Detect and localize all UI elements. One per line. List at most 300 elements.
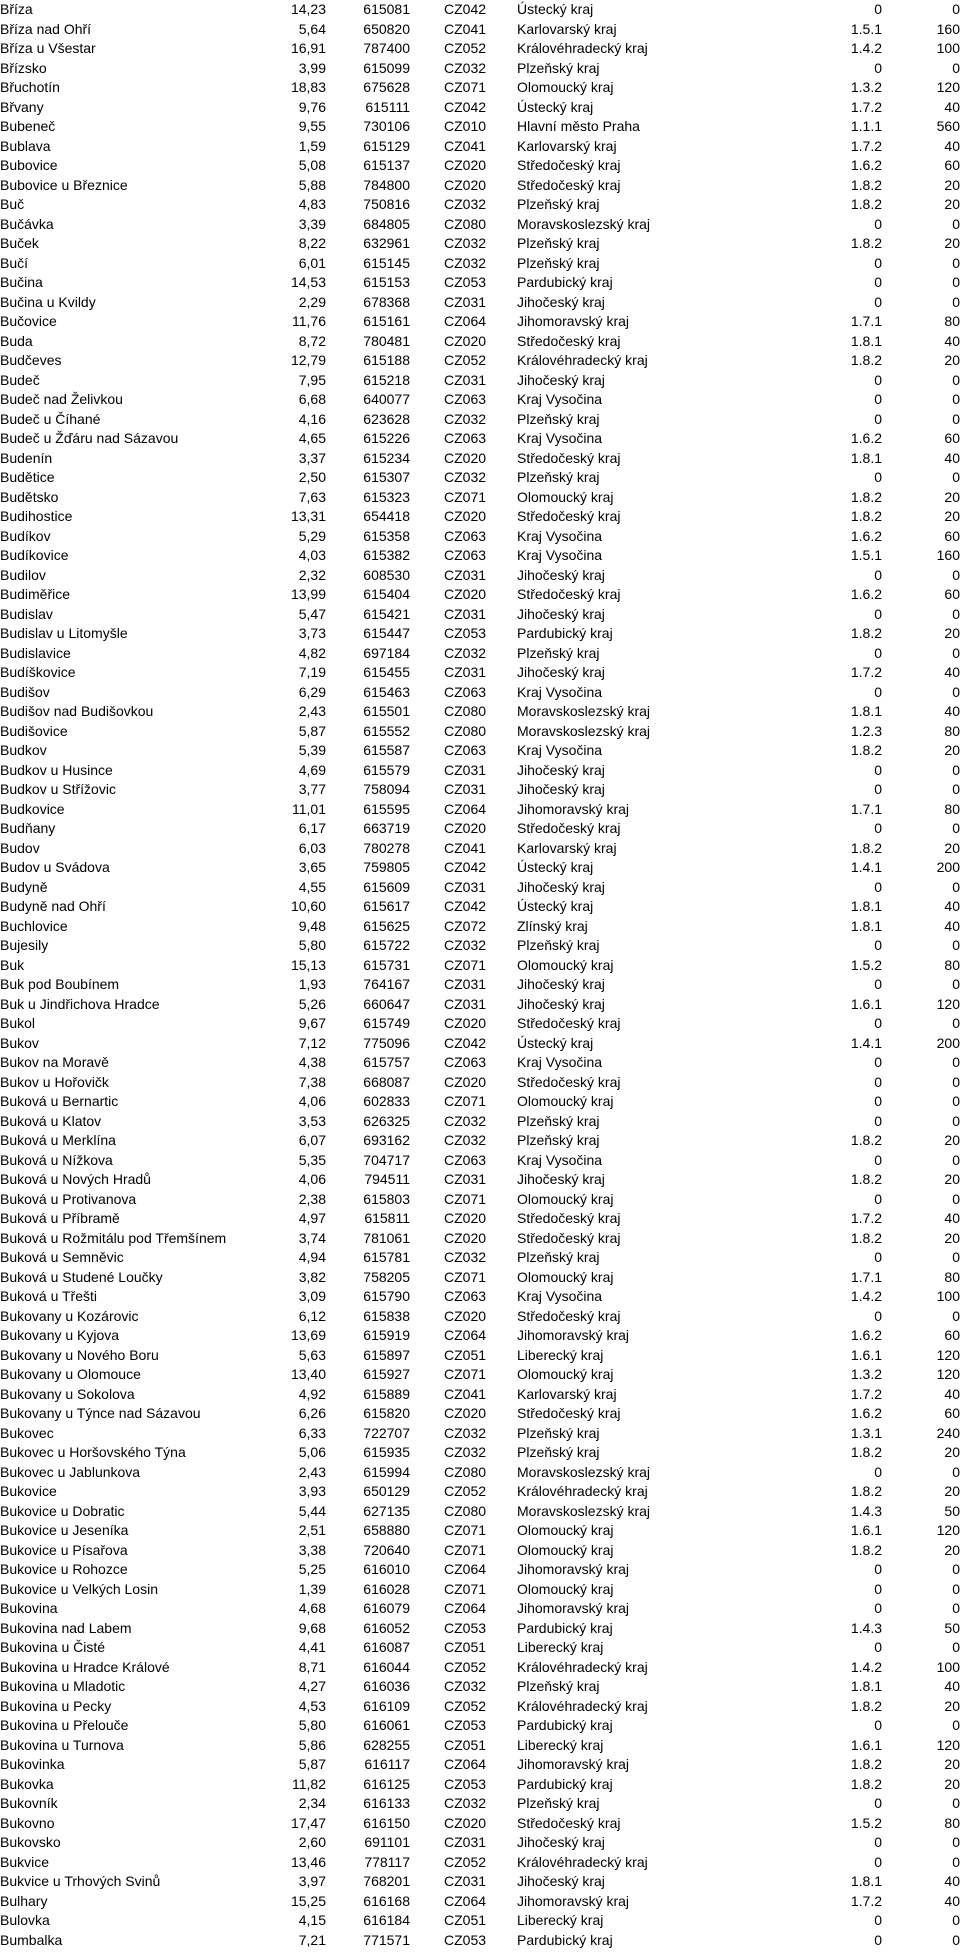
table-row (0, 351, 960, 371)
value-cell: 60 (944, 157, 960, 173)
area-cell: 3,99 (298, 59, 326, 76)
nuts-code-cell: CZ020 (444, 176, 487, 193)
cadastral-name-cell: Budislavice (0, 644, 71, 661)
code-cell: 759805 (363, 859, 410, 875)
table-row (0, 1014, 960, 1034)
cadastral-name-cell: Bubovice (0, 157, 58, 173)
code-cell: 615421 (363, 605, 410, 622)
region-cell: Olomoucký kraj (517, 1093, 614, 1109)
nuts-code-cell: CZ071 (444, 956, 487, 973)
region-cell: Kraj Vysočina (517, 527, 603, 544)
region-cell: Kraj Vysočina (517, 683, 603, 700)
table-row (0, 1170, 960, 1190)
nuts-code-cell: CZ031 (444, 781, 487, 797)
zone-cell: 1.8.1 (850, 703, 882, 719)
region-cell: Středočeský kraj (517, 1015, 621, 1031)
area-cell: 2,43 (298, 703, 326, 719)
table-row (0, 1307, 960, 1327)
cadastral-name-cell: Bučina u Kvildy (0, 293, 96, 310)
nuts-code-cell: CZ064 (444, 800, 487, 817)
table-row (0, 1268, 960, 1288)
nuts-code-cell: CZ063 (444, 1054, 487, 1070)
value-cell: 40 (944, 703, 960, 719)
zone-cell: 0 (874, 1, 882, 17)
table-row (0, 1677, 960, 1697)
area-cell: 3,93 (298, 1483, 326, 1499)
zone-cell: 0 (874, 1249, 882, 1265)
cadastral-name-cell: Budenín (0, 449, 53, 466)
nuts-code-cell: CZ064 (444, 1561, 487, 1577)
code-cell: 616061 (363, 1717, 410, 1733)
table-row (0, 1248, 960, 1268)
zone-cell: 0 (874, 410, 882, 427)
value-cell: 80 (944, 800, 960, 817)
value-cell: 120 (936, 1522, 960, 1538)
cadastral-name-cell: Bukovinka (0, 1756, 65, 1772)
table-row (0, 1697, 960, 1717)
table-row (0, 507, 960, 527)
region-cell: Plzeňský kraj (517, 469, 600, 485)
nuts-code-cell: CZ051 (444, 1736, 487, 1753)
value-cell: 20 (944, 235, 960, 251)
nuts-code-cell: CZ063 (444, 683, 487, 700)
area-cell: 4,16 (298, 410, 326, 427)
code-cell: 720640 (363, 1541, 410, 1558)
zone-cell: 0 (874, 1912, 882, 1928)
area-cell: 3,77 (298, 781, 326, 797)
area-cell: 4,83 (298, 196, 326, 212)
cadastral-name-cell: Budov u Svádova (0, 859, 110, 875)
zone-cell: 1.4.2 (850, 1658, 882, 1675)
nuts-code-cell: CZ064 (444, 1600, 487, 1616)
code-cell: 794511 (364, 1171, 410, 1187)
value-cell: 80 (944, 313, 960, 329)
area-cell: 2,34 (298, 1795, 326, 1811)
value-cell: 20 (944, 352, 960, 368)
region-cell: Kraj Vysočina (517, 547, 603, 563)
cadastral-name-cell: Budyně (0, 878, 48, 895)
cadastral-name-cell: Bukovina u Pecky (0, 1697, 112, 1714)
code-cell: 615081 (363, 1, 410, 17)
value-cell: 160 (936, 547, 960, 563)
cadastral-name-cell: Buková u Nížkova (0, 1151, 113, 1168)
area-cell: 5,80 (298, 1717, 326, 1733)
region-cell: Středočeský kraj (517, 1210, 621, 1226)
area-cell: 6,07 (298, 1132, 326, 1148)
zone-cell: 1.6.1 (850, 1522, 882, 1538)
nuts-code-cell: CZ042 (444, 1034, 487, 1051)
code-cell: 608530 (363, 566, 410, 583)
region-cell: Liberecký kraj (517, 1639, 604, 1655)
cadastral-name-cell: Bukovice u Jeseníka (0, 1522, 129, 1538)
zone-cell: 0 (874, 1717, 882, 1733)
cadastral-name-cell: Bukovina u Hradce Králové (0, 1658, 170, 1675)
code-cell: 778117 (364, 1853, 410, 1870)
table-row (0, 1599, 960, 1619)
code-cell: 615994 (363, 1463, 410, 1480)
region-cell: Pardubický kraj (517, 274, 613, 290)
region-cell: Jihočeský kraj (517, 371, 605, 388)
nuts-code-cell: CZ032 (444, 1249, 487, 1265)
nuts-code-cell: CZ071 (444, 1541, 487, 1558)
cadastral-name-cell: Buková u Merklína (0, 1132, 116, 1148)
value-cell: 20 (944, 1132, 960, 1148)
nuts-code-cell: CZ042 (444, 1, 487, 17)
value-cell: 20 (944, 1229, 960, 1246)
area-cell: 4,15 (298, 1912, 326, 1928)
cadastral-name-cell: Budyně nad Ohří (0, 898, 106, 914)
nuts-code-cell: CZ020 (444, 820, 487, 836)
cadastral-name-cell: Bukovina nad Labem (0, 1619, 132, 1636)
area-cell: 4,97 (298, 1210, 326, 1226)
table-row (0, 117, 960, 137)
region-cell: Jihomoravský kraj (517, 1756, 630, 1772)
code-cell: 616028 (363, 1580, 410, 1597)
region-cell: Královéhradecký kraj (517, 1658, 648, 1675)
table-row (0, 1209, 960, 1229)
value-cell: 20 (944, 196, 960, 212)
code-cell: 626325 (363, 1112, 410, 1129)
cadastral-name-cell: Buková u Studené Loučky (0, 1268, 163, 1285)
cadastral-name-cell: Bubeneč (0, 118, 56, 134)
value-cell: 240 (936, 1424, 960, 1441)
nuts-code-cell: CZ051 (444, 1639, 487, 1655)
value-cell: 50 (944, 1502, 960, 1519)
area-cell: 4,68 (298, 1600, 326, 1616)
cadastral-name-cell: Budíkov (0, 527, 51, 544)
value-cell: 0 (952, 1580, 960, 1597)
nuts-code-cell: CZ020 (444, 449, 487, 466)
region-cell: Ústecký kraj (517, 98, 594, 115)
zone-cell: 1.6.1 (850, 1346, 882, 1363)
zone-cell: 0 (874, 1795, 882, 1811)
value-cell: 0 (952, 59, 960, 76)
code-cell: 615803 (363, 1190, 410, 1207)
cadastral-name-cell: Bukovina u Turnova (0, 1736, 124, 1753)
nuts-code-cell: CZ031 (444, 566, 487, 583)
code-cell: 615552 (363, 722, 410, 739)
value-cell: 20 (944, 1171, 960, 1187)
zone-cell: 0 (874, 1561, 882, 1577)
table-row (0, 137, 960, 157)
value-cell: 100 (936, 1288, 960, 1304)
area-cell: 5,08 (298, 157, 326, 173)
zone-cell: 0 (874, 937, 882, 953)
zone-cell: 0 (874, 1093, 882, 1109)
code-cell: 615595 (363, 800, 410, 817)
cadastral-name-cell: Bukol (0, 1015, 36, 1031)
value-cell: 40 (944, 137, 960, 154)
region-cell: Středočeský kraj (517, 820, 621, 836)
nuts-code-cell: CZ064 (444, 1327, 487, 1343)
region-cell: Kraj Vysočina (517, 1054, 603, 1070)
code-cell: 658880 (363, 1522, 410, 1538)
value-cell: 100 (936, 40, 960, 56)
nuts-code-cell: CZ020 (444, 1073, 487, 1090)
cadastral-name-cell: Bukovany u Týnce nad Sázavou (0, 1405, 201, 1421)
region-cell: Jihočeský kraj (517, 566, 605, 583)
zone-cell: 0 (874, 1834, 882, 1850)
cadastral-name-cell: Bumbalka (0, 1931, 63, 1948)
zone-cell: 1.8.1 (850, 332, 882, 349)
value-cell: 0 (952, 761, 960, 778)
zone-cell: 0 (874, 1931, 882, 1948)
value-cell: 0 (952, 1112, 960, 1129)
zone-cell: 1.6.1 (850, 995, 882, 1012)
nuts-code-cell: CZ032 (444, 1795, 487, 1811)
area-cell: 5,80 (298, 937, 326, 953)
table-row (0, 1638, 960, 1658)
code-cell: 616010 (363, 1561, 410, 1577)
value-cell: 80 (944, 1814, 960, 1831)
nuts-code-cell: CZ042 (444, 98, 487, 115)
nuts-code-cell: CZ071 (444, 1580, 487, 1597)
code-cell: 787400 (363, 40, 410, 56)
table-row (0, 683, 960, 703)
area-cell: 1,59 (298, 137, 326, 154)
region-cell: Jihočeský kraj (517, 761, 605, 778)
code-cell: 615188 (363, 352, 410, 368)
area-cell: 15,13 (290, 956, 326, 973)
value-cell: 20 (944, 176, 960, 193)
nuts-code-cell: CZ052 (444, 1483, 487, 1499)
area-cell: 3,82 (298, 1268, 326, 1285)
cadastral-name-cell: Břízsko (0, 59, 47, 76)
zone-cell: 1.7.1 (850, 1268, 882, 1285)
nuts-code-cell: CZ020 (444, 1015, 487, 1031)
zone-cell: 1.8.2 (850, 1541, 882, 1558)
nuts-code-cell: CZ032 (444, 59, 487, 76)
cadastral-name-cell: Buk u Jindřichova Hradce (0, 995, 160, 1012)
zone-cell: 1.8.2 (850, 742, 882, 758)
region-cell: Pardubický kraj (517, 1931, 613, 1948)
area-cell: 9,68 (298, 1619, 326, 1636)
code-cell: 730106 (363, 118, 410, 134)
value-cell: 560 (936, 118, 960, 134)
nuts-code-cell: CZ020 (444, 1405, 487, 1421)
area-cell: 6,17 (298, 820, 326, 836)
table-row (0, 1814, 960, 1834)
nuts-code-cell: CZ053 (444, 1931, 487, 1948)
table-row (0, 702, 960, 722)
cadastral-name-cell: Budislav (0, 605, 53, 622)
zone-cell: 1.6.2 (850, 157, 882, 173)
value-cell: 40 (944, 449, 960, 466)
table-row (0, 722, 960, 742)
nuts-code-cell: CZ080 (444, 1502, 487, 1519)
table-row (0, 1463, 960, 1483)
nuts-code-cell: CZ052 (444, 1658, 487, 1675)
value-cell: 120 (936, 1736, 960, 1753)
value-cell: 0 (952, 1190, 960, 1207)
area-cell: 9,76 (298, 98, 326, 115)
nuts-code-cell: CZ032 (444, 1424, 487, 1441)
table-row (0, 215, 960, 235)
nuts-code-cell: CZ063 (444, 391, 487, 407)
code-cell: 784800 (363, 176, 410, 193)
value-cell: 160 (936, 20, 960, 37)
code-cell: 781061 (363, 1229, 410, 1246)
zone-cell: 1.8.1 (850, 1873, 882, 1889)
cadastral-name-cell: Bulhary (0, 1892, 48, 1909)
zone-cell: 1.4.2 (850, 1288, 882, 1304)
zone-cell: 0 (874, 254, 882, 271)
cadastral-name-cell: Budkov (0, 742, 47, 758)
value-cell: 0 (952, 274, 960, 290)
region-cell: Plzeňský kraj (517, 644, 600, 661)
code-cell: 775096 (363, 1034, 410, 1051)
cadastral-name-cell: Bukovina (0, 1600, 58, 1616)
region-cell: Plzeňský kraj (517, 1249, 600, 1265)
region-cell: Pardubický kraj (517, 1717, 613, 1733)
nuts-code-cell: CZ042 (444, 859, 487, 875)
nuts-code-cell: CZ032 (444, 1678, 487, 1694)
zone-cell: 0 (874, 1190, 882, 1207)
region-cell: Plzeňský kraj (517, 1424, 600, 1441)
region-cell: Olomoucký kraj (517, 1366, 614, 1382)
nuts-code-cell: CZ053 (444, 1775, 487, 1792)
table-row (0, 1131, 960, 1151)
area-cell: 17,47 (290, 1814, 326, 1831)
cadastral-name-cell: Bukovany u Kozárovic (0, 1307, 139, 1324)
zone-cell: 0 (874, 644, 882, 661)
zone-cell: 1.7.2 (850, 664, 882, 680)
cadastral-name-cell: Bukovec u Horšovského Týna (0, 1444, 186, 1460)
nuts-code-cell: CZ031 (444, 1171, 487, 1187)
zone-cell: 1.4.3 (850, 1502, 882, 1519)
cadastral-name-cell: Buková u Rožmitálu pod Třemšínem (0, 1229, 227, 1246)
zone-cell: 1.6.2 (850, 586, 882, 602)
region-cell: Středočeský kraj (517, 332, 621, 349)
cadastral-name-cell: Bukovina u Přelouče (0, 1717, 129, 1733)
zone-cell: 0 (874, 1307, 882, 1324)
region-cell: Plzeňský kraj (517, 1678, 600, 1694)
area-cell: 3,97 (298, 1873, 326, 1889)
cadastral-name-cell: Bukovice (0, 1483, 57, 1499)
zone-cell: 1.8.2 (850, 1171, 882, 1187)
cadastral-name-cell: Bukovsko (0, 1834, 61, 1850)
code-cell: 615587 (363, 742, 410, 758)
region-cell: Středočeský kraj (517, 176, 621, 193)
area-cell: 5,63 (298, 1346, 326, 1363)
table-row (0, 917, 960, 937)
region-cell: Moravskoslezský kraj (517, 215, 651, 232)
region-cell: Olomoucký kraj (517, 956, 614, 973)
table-row (0, 1521, 960, 1541)
nuts-code-cell: CZ032 (444, 1444, 487, 1460)
region-cell: Jihočeský kraj (517, 605, 605, 622)
nuts-code-cell: CZ063 (444, 430, 487, 446)
zone-cell: 1.8.2 (850, 235, 882, 251)
code-cell: 678368 (363, 293, 410, 310)
cadastral-name-cell: Buková u Protivanova (0, 1190, 137, 1207)
nuts-code-cell: CZ080 (444, 722, 487, 739)
code-cell: 615404 (363, 586, 410, 602)
zone-cell: 0 (874, 1463, 882, 1480)
nuts-code-cell: CZ071 (444, 1522, 487, 1538)
value-cell: 0 (952, 469, 960, 485)
region-cell: Ústecký kraj (517, 1, 594, 17)
table-row (0, 1287, 960, 1307)
table-row (0, 1541, 960, 1561)
cadastral-name-cell: Bukovany u Sokolova (0, 1385, 135, 1402)
code-cell: 628255 (363, 1736, 410, 1753)
value-cell: 20 (944, 1756, 960, 1772)
cadastral-name-cell: Bříza u Všestar (0, 40, 96, 56)
code-cell: 771571 (363, 1931, 410, 1948)
nuts-code-cell: CZ032 (444, 469, 487, 485)
table-row (0, 78, 960, 98)
zone-cell: 1.3.2 (850, 1366, 882, 1382)
area-cell: 9,67 (298, 1015, 326, 1031)
region-cell: Jihočeský kraj (517, 1834, 605, 1850)
region-cell: Jihočeský kraj (517, 1873, 605, 1889)
region-cell: Olomoucký kraj (517, 1580, 614, 1597)
nuts-code-cell: CZ080 (444, 215, 487, 232)
area-cell: 2,51 (298, 1522, 326, 1538)
nuts-code-cell: CZ051 (444, 1346, 487, 1363)
region-cell: Jihočeský kraj (517, 781, 605, 797)
area-cell: 4,53 (298, 1697, 326, 1714)
value-cell: 0 (952, 1249, 960, 1265)
region-cell: Kraj Vysočina (517, 391, 603, 407)
code-cell: 615161 (363, 313, 410, 329)
cadastral-name-cell: Buková u Třešti (0, 1288, 98, 1304)
value-cell: 0 (952, 605, 960, 622)
code-cell: 615838 (363, 1307, 410, 1324)
value-cell: 60 (944, 1327, 960, 1343)
table-row (0, 566, 960, 586)
zone-cell: 0 (874, 1600, 882, 1616)
code-cell: 615218 (363, 371, 410, 388)
region-cell: Královéhradecký kraj (517, 1853, 648, 1870)
code-cell: 663719 (363, 820, 410, 836)
value-cell: 120 (936, 1366, 960, 1382)
cadastral-name-cell: Bukov u Hořovičk (0, 1073, 109, 1090)
region-cell: Jihomoravský kraj (517, 1600, 630, 1616)
value-cell: 20 (944, 839, 960, 856)
area-cell: 7,21 (298, 1931, 326, 1948)
region-cell: Středočeský kraj (517, 449, 621, 466)
region-cell: Plzeňský kraj (517, 1132, 600, 1148)
zone-cell: 0 (874, 1015, 882, 1031)
zone-cell: 0 (874, 391, 882, 407)
table-row (0, 1833, 960, 1853)
area-cell: 14,23 (290, 1, 326, 17)
region-cell: Jihočeský kraj (517, 1171, 605, 1187)
table-row (0, 332, 960, 352)
code-cell: 697184 (363, 644, 410, 661)
zone-cell: 1.3.2 (850, 79, 882, 95)
area-cell: 4,65 (298, 430, 326, 446)
region-cell: Středočeský kraj (517, 1814, 621, 1831)
zone-cell: 1.6.2 (850, 1405, 882, 1421)
area-cell: 9,48 (298, 917, 326, 934)
area-cell: 6,68 (298, 391, 326, 407)
code-cell: 616168 (363, 1892, 410, 1909)
code-cell: 616044 (363, 1658, 410, 1675)
code-cell: 650820 (363, 20, 410, 37)
area-cell: 4,69 (298, 761, 326, 778)
zone-cell: 1.5.2 (850, 1814, 882, 1831)
region-cell: Ústecký kraj (517, 859, 594, 875)
code-cell: 615722 (363, 937, 410, 953)
value-cell: 100 (936, 1658, 960, 1675)
code-cell: 615463 (363, 683, 410, 700)
area-cell: 5,35 (298, 1151, 326, 1168)
table-row (0, 819, 960, 839)
zone-cell: 1.8.2 (850, 1229, 882, 1246)
